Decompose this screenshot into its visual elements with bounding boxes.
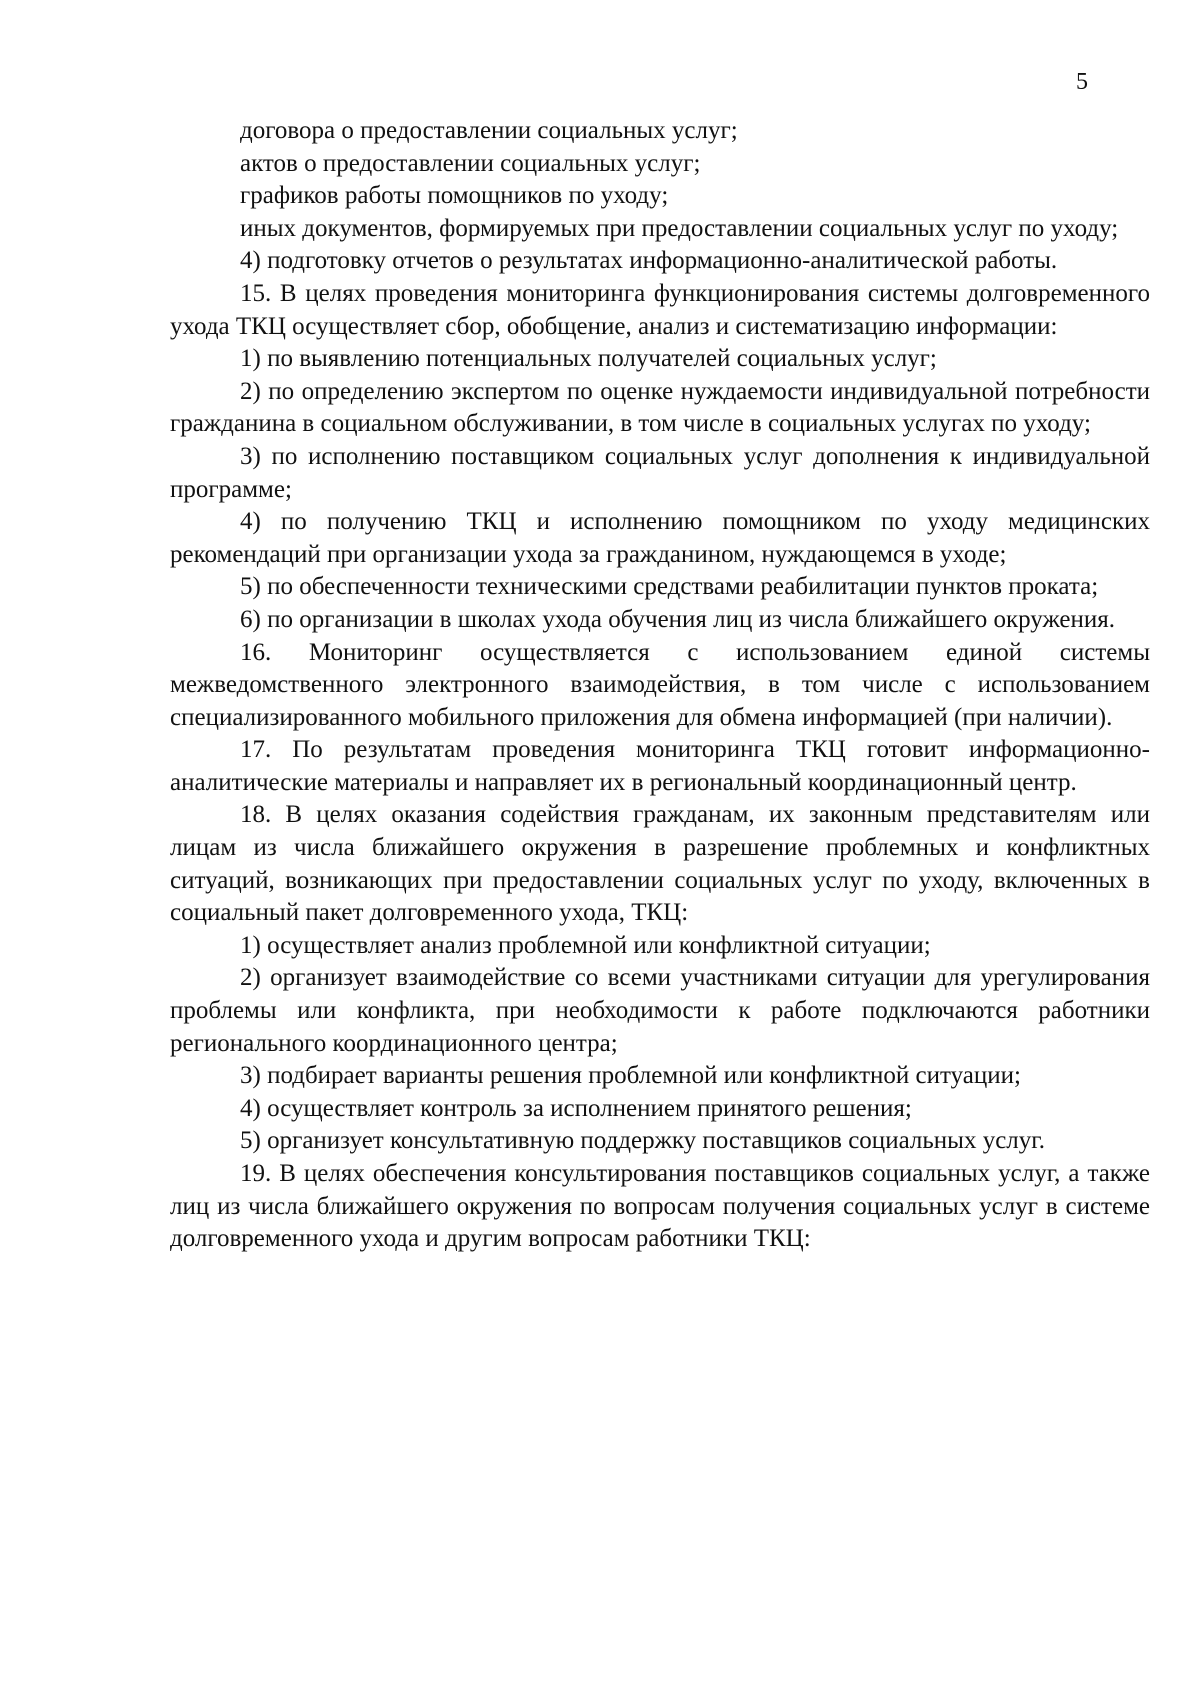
paragraph: иных документов, формируемых при предоставлении социальных услуг по уходу; bbox=[240, 214, 1119, 242]
paragraph: 5) по обеспеченности техническими средствами реабилитации пунктов проката; bbox=[240, 573, 1099, 601]
paragraph: 2) организует взаимодействие со всеми участниками ситуации для урегулирования проблемы или конфликта, при необходимости к работе подключаются работники регионального координационного центра; bbox=[170, 964, 1150, 1057]
paragraph: 1) осуществляет анализ проблемной или конфликтной ситуации; bbox=[240, 931, 931, 959]
paragraph: 6) по организации в школах ухода обучения лиц из числа ближайшего окружения. bbox=[240, 605, 1115, 633]
paragraph: 16. Мониторинг осуществляется с использованием единой системы межведомственного электронного взаимодействия, в том числе с использованием специализированного мобильного приложения для обмена информацией (при наличии). bbox=[170, 638, 1150, 731]
paragraph: 18. В целях оказания содействия гражданам, их законным представителям или лицам из числа ближайшего окружения в разрешение проблемных и конфликтных ситуаций, возникающих при предоставлении социальных услуг по уходу, включенных в социальный пакет долговременного ухода, ТКЦ: bbox=[170, 801, 1150, 927]
paragraph: 17. По результатам проведения мониторинга ТКЦ готовит информационно-аналитические материалы и направляет их в региональный координационный центр. bbox=[170, 736, 1150, 796]
page-number: 5 bbox=[1076, 69, 1088, 95]
paragraph: 4) подготовку отчетов о результатах информационно-аналитической работы. bbox=[240, 247, 1058, 275]
paragraph: 2) по определению экспертом по оценке нуждаемости индивидуальной потребности гражданина в социальном обслуживании, в том числе в социальных услугах по уходу; bbox=[170, 377, 1150, 438]
paragraph: 3) по исполнению поставщиком социальных услуг дополнения к индивидуальной программе; bbox=[170, 442, 1150, 503]
paragraph: 4) по получению ТКЦ и исполнению помощником по уходу медицинских рекомендаций при организации ухода за гражданином, нуждающемся в уходе; bbox=[170, 508, 1150, 568]
paragraph: 3) подбирает варианты решения проблемной или конфликтной ситуации; bbox=[240, 1062, 1021, 1090]
paragraph: 1) по выявлению потенциальных получателей социальных услуг; bbox=[240, 345, 937, 373]
paragraph: договора о предоставлении социальных услуг; bbox=[240, 117, 738, 144]
paragraph: 19. В целях обеспечения консультирования поставщиков социальных услуг, а также лиц из числа ближайшего окружения по вопросам получения социальных услуг в системе долговременного ухода и другим вопросам работники ТКЦ: bbox=[170, 1160, 1150, 1253]
paragraph: актов о предоставлении социальных услуг; bbox=[240, 149, 701, 177]
paragraph: 4) осуществляет контроль за исполнением принятого решения; bbox=[240, 1094, 912, 1122]
paragraph: 15. В целях проведения мониторинга функционирования системы долговременного ухода ТКЦ осуществляет сбор, обобщение, анализ и систематизацию информации: bbox=[170, 279, 1150, 340]
paragraph: 5) организует консультативную поддержку поставщиков социальных услуг. bbox=[240, 1127, 1045, 1155]
paragraph: графиков работы помощников по уходу; bbox=[240, 182, 669, 210]
document-body bbox=[170, 115, 1150, 1256]
